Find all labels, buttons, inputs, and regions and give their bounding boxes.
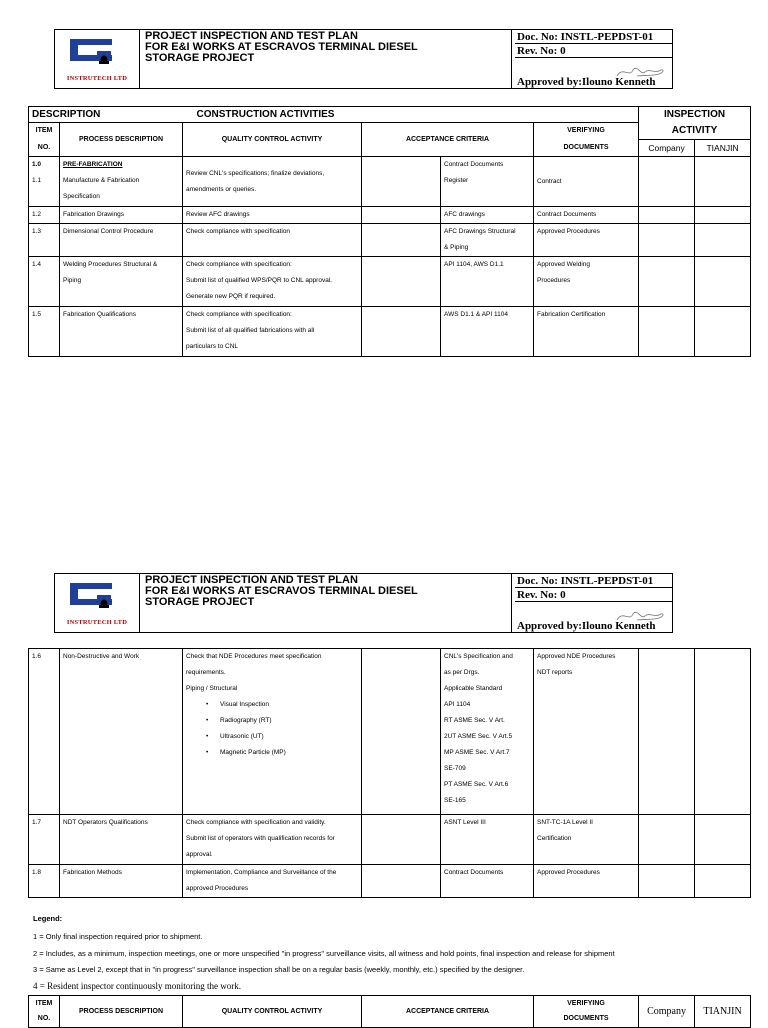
logo-text: INSTRUTECH LTD — [66, 619, 128, 626]
process-text: Fabrication Qualifications — [60, 307, 183, 357]
acceptance-text: as per Drgs. — [444, 669, 480, 676]
verifying-text: Contract Documents — [534, 207, 639, 224]
process-text: Manufacture & Fabrication — [63, 177, 140, 184]
acceptance-text: AFC Drawings Structural — [444, 228, 516, 235]
acceptance-text: PT ASME Sec. V Art.6 — [444, 781, 509, 788]
process-text: NDT Operators Qualifications — [60, 815, 183, 865]
item-heading: ITEM — [29, 996, 60, 1012]
acceptance-text: AWS D1.1 & API 1104 — [441, 307, 534, 357]
table-row — [29, 649, 751, 815]
acceptance-text: & Piping — [444, 244, 469, 251]
item-number: 1.0 — [32, 161, 42, 168]
qc-text: particulars to CNL — [186, 343, 239, 350]
approved-by: Approved by:Ilouno Kenneth — [517, 76, 656, 88]
itp-table-page-3-header — [28, 995, 751, 1028]
acceptance-heading: ACCEPTANCE CRITERIA — [362, 996, 534, 1028]
item-number: 1.2 — [29, 207, 60, 224]
qc-text: approval. — [186, 851, 213, 858]
process-text: Dimensional Control Procedure — [60, 224, 183, 257]
no-heading: NO. — [29, 1012, 60, 1028]
verifying-text: Approved Procedures — [534, 224, 639, 257]
inspection-heading: INSPECTION — [639, 107, 751, 123]
acceptance-text: Contract Documents — [444, 161, 504, 168]
qc-text: Check compliance with specification — [183, 224, 362, 257]
bullet-item: • Ultrasonic (UT) — [186, 729, 358, 745]
bullet-item: • Radiography (RT) — [186, 713, 358, 729]
acceptance-text: Contract Documents — [441, 865, 534, 898]
instrutech-logo-icon — [68, 37, 116, 65]
qca-heading: QUALITY CONTROL ACTIVITY — [183, 996, 362, 1028]
doc-number: Doc. No: INSTL-PEPDST-01 — [515, 574, 673, 588]
verifying-text: Contract — [537, 177, 562, 185]
qc-text: Piping / Structural — [186, 685, 238, 692]
process-text: Fabrication Drawings — [60, 207, 183, 224]
acceptance-text: AFC drawings — [441, 207, 534, 224]
verifying-text: Certification — [537, 835, 572, 842]
table-row — [29, 157, 751, 207]
doc-title-line-3: STORAGE PROJECT — [145, 596, 255, 608]
acceptance-text: API 1104, AWS D1.1 — [441, 257, 534, 307]
qc-text: approved Procedures — [186, 885, 249, 892]
table-row — [29, 815, 751, 865]
verifying-heading: VERIFYING — [534, 123, 639, 140]
item-number: 1.6 — [29, 649, 60, 815]
approval — [515, 602, 673, 632]
qc-text: Submit list of operators with qualification records for — [186, 835, 335, 842]
company-heading: Company — [639, 996, 695, 1028]
logo-text: INSTRUTECH LTD — [66, 75, 128, 82]
verifying-text: Procedures — [537, 277, 571, 284]
qc-text: Check compliance with specification: — [186, 261, 292, 268]
process-text: Welding Procedures Structural & — [63, 261, 158, 268]
verifying-text: Approved NDE Procedures — [537, 653, 616, 660]
table-row — [29, 865, 751, 898]
approved-by: Approved by:Ilouno Kenneth — [517, 620, 656, 632]
documents-heading: DOCUMENTS — [534, 140, 639, 157]
no-heading: NO. — [29, 140, 60, 157]
itp-table-page-2 — [28, 648, 751, 898]
revision-number: Rev. No: 0 — [515, 44, 673, 58]
item-number: 1.7 — [29, 815, 60, 865]
qc-text: Check compliance with specification and validity. — [186, 819, 326, 826]
qc-text: Submit list of qualified WPS/PQR to CNL approval. — [186, 277, 333, 284]
process-text: Fabrication Methods — [60, 865, 183, 898]
qc-text: Implementation, Compliance and Surveillance of the — [186, 869, 337, 876]
acceptance-text: Applicable Standard — [444, 685, 503, 692]
acceptance-text: SE-709 — [444, 765, 466, 772]
doc-title-line-1: PROJECT INSPECTION AND TEST PLAN — [145, 30, 358, 42]
qc-text: Check that NDE Procedures meet specification — [186, 653, 322, 660]
acceptance-text: 2UT ASME Sec. V Art.5 — [444, 733, 513, 740]
document-header — [54, 573, 673, 633]
item-heading: ITEM — [29, 123, 60, 140]
doc-title-line-2: FOR E&I WORKS AT ESCRAVOS TERMINAL DIESEL — [145, 41, 418, 53]
logo — [55, 574, 140, 632]
process-heading: PROCESS DESCRIPTION — [60, 123, 183, 157]
acceptance-text: ASNT Level III — [441, 815, 534, 865]
company-heading: Company — [639, 140, 695, 157]
doc-number: Doc. No: INSTL-PEPDST-01 — [515, 30, 673, 44]
revision-number: Rev. No: 0 — [515, 588, 673, 602]
description-heading: DESCRIPTION — [29, 107, 183, 123]
legend-item: 1 = Only final inspection required prior to shipment. — [33, 932, 203, 941]
legend-item: 3 = Same as Level 2, except that in "in progress" surveillance inspection shall be on a regular basis (weekly, monthly, etc.) specified by the designer. — [33, 965, 525, 974]
doc-title-line-2: FOR E&I WORKS AT ESCRAVOS TERMINAL DIESEL — [145, 585, 418, 597]
verifying-text: SNT-TC-1A Level II — [537, 819, 593, 826]
bullet-item: • Visual Inspection — [186, 697, 358, 713]
process-heading: PROCESS DESCRIPTION — [60, 996, 183, 1028]
item-number: 1.5 — [29, 307, 60, 357]
legend-item: 2 = Includes, as a minimum, inspection meetings, one or more unspecified "in progress" surveillance visits, all witness and hold points, final inspection and release for shipment — [33, 949, 615, 958]
acceptance-text: SE-165 — [444, 797, 466, 804]
item-number: 1.8 — [29, 865, 60, 898]
qca-heading: QUALITY CONTROL ACTIVITY — [183, 123, 362, 157]
acceptance-text: CNL's Specification and — [444, 653, 513, 660]
doc-title-line-1: PROJECT INSPECTION AND TEST PLAN — [145, 574, 358, 586]
legend-title: Legend: — [33, 914, 63, 923]
table-row — [29, 224, 751, 257]
item-number: 1.3 — [29, 224, 60, 257]
table-row — [29, 307, 751, 357]
verifying-text: Approved Procedures — [534, 865, 639, 898]
verifying-heading: VERIFYING — [534, 996, 639, 1012]
verifying-text: NDT reports — [537, 669, 573, 676]
document-header — [54, 29, 673, 89]
verifying-text: Approved Welding — [537, 261, 590, 268]
qc-text: requirements. — [186, 669, 226, 676]
qc-text: Generate new PQR if required. — [186, 293, 276, 300]
item-number: 1.1 — [32, 177, 42, 184]
acceptance-text: Register — [444, 177, 469, 184]
activity-heading: ACTIVITY — [639, 123, 751, 140]
qc-text: amendments or queries. — [186, 185, 257, 193]
doc-title-line-3: STORAGE PROJECT — [145, 52, 255, 64]
acceptance-text: MP ASME Sec. V Art.7 — [444, 749, 510, 756]
qc-text: Review AFC drawings — [183, 207, 362, 224]
table-row — [29, 257, 751, 307]
process-text: Specification — [63, 193, 100, 200]
process-text: Non-Destructive and Work — [60, 649, 183, 815]
tianjin-heading: TIANJIN — [695, 140, 751, 157]
bullet-item: • Magnetic Particle (MP) — [186, 745, 358, 761]
legend-item: 4 = Resident inspector continuously monitoring the work. — [33, 981, 242, 991]
acceptance-text: RT ASME Sec. V Art. — [444, 717, 505, 724]
logo — [55, 30, 140, 88]
documents-heading: DOCUMENTS — [534, 1012, 639, 1028]
acceptance-heading: ACCEPTANCE CRITERIA — [362, 123, 534, 157]
acceptance-text: API 1104 — [444, 701, 471, 708]
construction-heading: CONSTRUCTION ACTIVITIES — [183, 107, 639, 123]
instrutech-logo-icon — [68, 581, 116, 609]
verifying-text: Fabrication Certification — [534, 307, 639, 357]
qc-text: Review CNL's specifications; finalize deviations, — [186, 169, 325, 177]
tianjin-heading: TIANJIN — [695, 996, 751, 1028]
process-text: Piping — [63, 277, 82, 284]
approval — [515, 58, 673, 88]
item-number: 1.4 — [29, 257, 60, 307]
qc-text: Check compliance with specification: — [186, 311, 292, 318]
table-row — [29, 207, 751, 224]
itp-table-page-1 — [28, 106, 751, 357]
qc-text: Submit list of all qualified fabrications with all — [186, 327, 315, 334]
section-title: PRE-FABRICATION — [63, 161, 123, 168]
